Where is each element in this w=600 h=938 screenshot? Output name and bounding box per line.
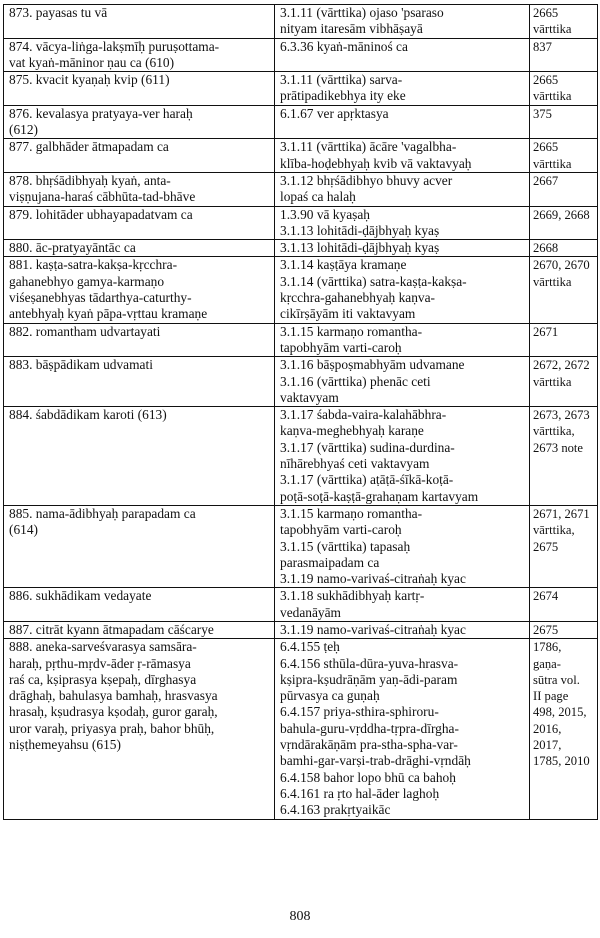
sutra-cell: 875. kvacit kyaṇaḥ kvip (611) (4, 72, 275, 106)
source-cell: 1.3.90 vā kyaṣaḥ 3.1.13 lohitādi-ḍājbhyaḥ kyaṣ (275, 206, 530, 240)
reference-cell: 2665 vārttika (530, 139, 598, 173)
source-cell: 6.1.67 ver apṛktasya (275, 105, 530, 139)
source-cell: 3.1.18 sukhādibhyaḥ kartṛ- vedanāyām (275, 588, 530, 622)
table-row (4, 72, 598, 106)
sutra-cell: 888. aneka-sarveśvarasya samsāra- haraḥ, pṛthu-mṛdv-āder ṛ-rāmasya raś ca, kṣiprasya kṣepaḥ, dīrghasya drāghaḥ, bahulasya bamhaḥ, hrasvasya hrasaḥ, kṣudrasya kṣodaḥ, guror garaḥ, uror varaḥ, priyasya praḥ, bahor bhūḥ, niṣṭhemeyahsu (615) (4, 639, 275, 819)
reference-cell: 2668 (530, 240, 598, 257)
source-cell: 6.3.36 kyaṅ-māninoś ca (275, 38, 530, 72)
page-number: 808 (289, 909, 311, 924)
sutra-cell: 876. kevalasya pratyaya-ver haraḥ (612) (4, 105, 275, 139)
source-cell: 3.1.11 (vārttika) sarva- prātipadikebhya ity eke (275, 72, 530, 106)
table-row (4, 588, 598, 622)
source-cell: 3.1.16 bāṣpoṣmabhyām udvamane 3.1.16 (vārttika) phenāc ceti vaktavyam (275, 357, 530, 407)
sutra-table-container (3, 4, 597, 820)
reference-cell: 375 (530, 105, 598, 139)
reference-cell: 2671, 2671 vārttika, 2675 (530, 505, 598, 587)
table-row (4, 357, 598, 407)
sutra-table (3, 4, 598, 820)
reference-cell: 2674 (530, 588, 598, 622)
source-cell: 3.1.19 namo-varivaś-citraṅaḥ kyac (275, 621, 530, 638)
reference-cell: 837 (530, 38, 598, 72)
sutra-cell: 877. galbhāder ātmapadam ca (4, 139, 275, 173)
sutra-cell: 881. kaṣṭa-satra-kakṣa-kṛcchra- gahanebhyo gamya-karmaṇo viśeṣanebhyas tādarthya-caturthy- antebhyaḥ kyaṅ pāpa-vṛttau kramaṇe (4, 257, 275, 323)
table-row (4, 323, 598, 357)
table-row (4, 172, 598, 206)
table-row (4, 105, 598, 139)
table-row (4, 5, 598, 39)
reference-cell: 2665 vārttika (530, 5, 598, 39)
source-cell: 3.1.12 bhṛśādibhyo bhuvy acver lopaś ca halaḥ (275, 172, 530, 206)
table-row (4, 206, 598, 240)
reference-cell: 2669, 2668 (530, 206, 598, 240)
table-row (4, 38, 598, 72)
reference-cell: 2673, 2673 vārttika, 2673 note (530, 407, 598, 506)
reference-cell: 2667 (530, 172, 598, 206)
source-cell: 3.1.15 karmaṇo romantha- tapobhyām varti-caroḥ (275, 323, 530, 357)
source-cell: 3.1.17 śabda-vaira-kalahābhra- kaṇva-meghebhyaḥ karaṇe 3.1.17 (vārttika) sudina-durdina- nīhārebhyaś ceti vaktavyam 3.1.17 (vārttika) aṭāṭā-śīkā-koṭā- poṭā-soṭā-kaṣṭā-grahaṇam kartavyam (275, 407, 530, 506)
sutra-cell: 883. bāṣpādikam udvamati (4, 357, 275, 407)
source-cell: 3.1.11 (vārttika) ojaso 'psaraso nityam itaresām vibhāṣayā (275, 5, 530, 39)
sutra-cell: 882. romantham udvartayati (4, 323, 275, 357)
table-row (4, 240, 598, 257)
source-cell: 3.1.11 (vārttika) ācāre 'vagalbha- klība-hoḍebhyaḥ kvib vā vaktavyaḥ (275, 139, 530, 173)
sutra-cell: 879. lohitāder ubhayapadatvam ca (4, 206, 275, 240)
table-row (4, 257, 598, 323)
table-row (4, 639, 598, 819)
sutra-cell: 874. vācya-liṅga-lakṣmīḥ puruṣottama- vat kyaṅ-māninor ṇau ca (610) (4, 38, 275, 72)
reference-cell: 2675 (530, 621, 598, 638)
sutra-cell: 886. sukhādikam vedayate (4, 588, 275, 622)
table-row (4, 505, 598, 587)
sutra-cell: 885. nama-ādibhyaḥ parapadam ca (614) (4, 505, 275, 587)
table-row (4, 621, 598, 638)
sutra-table-body (4, 5, 598, 820)
source-cell: 6.4.155 ṭeḥ 6.4.156 sthūla-dūra-yuva-hrasva- kṣipra-kṣudrāṇām yaṇ-ādi-param pūrvasya ca guṇaḥ 6.4.157 priya-sthira-sphiroru- bahula-guru-vṛddha-tṛpra-dīrgha- vṛndārakāṇām pra-stha-spha-var- bamhi-gar-varṣi-trab-drāghi-vṛndāḥ 6.4.158 bahor lopo bhū ca bahoḥ 6.4.161 ra ṛto hal-āder laghoḥ 6.4.163 prakṛtyaikāc (275, 639, 530, 819)
sutra-cell: 873. payasas tu vā (4, 5, 275, 39)
source-cell: 3.1.15 karmaṇo romantha- tapobhyām varti-caroḥ 3.1.15 (vārttika) tapasaḥ parasmaipadam ca 3.1.19 namo-varivaś-citraṅaḥ kyac (275, 505, 530, 587)
sutra-cell: 884. śabdādikam karoti (613) (4, 407, 275, 506)
reference-cell: 2665 vārttika (530, 72, 598, 106)
reference-cell: 1786, gaṇa- sūtra vol. II page 498, 2015, 2016, 2017, 1785, 2010 (530, 639, 598, 819)
reference-cell: 2671 (530, 323, 598, 357)
reference-cell: 2672, 2672 vārttika (530, 357, 598, 407)
sutra-cell: 878. bhṛśādibhyaḥ kyaṅ, anta- viṣṇujana-haraś cābhūta-tad-bhāve (4, 172, 275, 206)
sutra-cell: 887. citrāt kyann ātmapadam cāścarye (4, 621, 275, 638)
table-row (4, 407, 598, 506)
table-row (4, 139, 598, 173)
source-cell: 3.1.14 kaṣṭāya kramaṇe 3.1.14 (vārttika) satra-kaṣṭa-kakṣa- kṛcchra-gahanebhyaḥ kaṇva- cikīrṣāyām iti vaktavyam (275, 257, 530, 323)
sutra-cell: 880. āc-pratyayāntāc ca (4, 240, 275, 257)
source-cell: 3.1.13 lohitādi-ḍājbhyaḥ kyaṣ (275, 240, 530, 257)
reference-cell: 2670, 2670 vārttika (530, 257, 598, 323)
